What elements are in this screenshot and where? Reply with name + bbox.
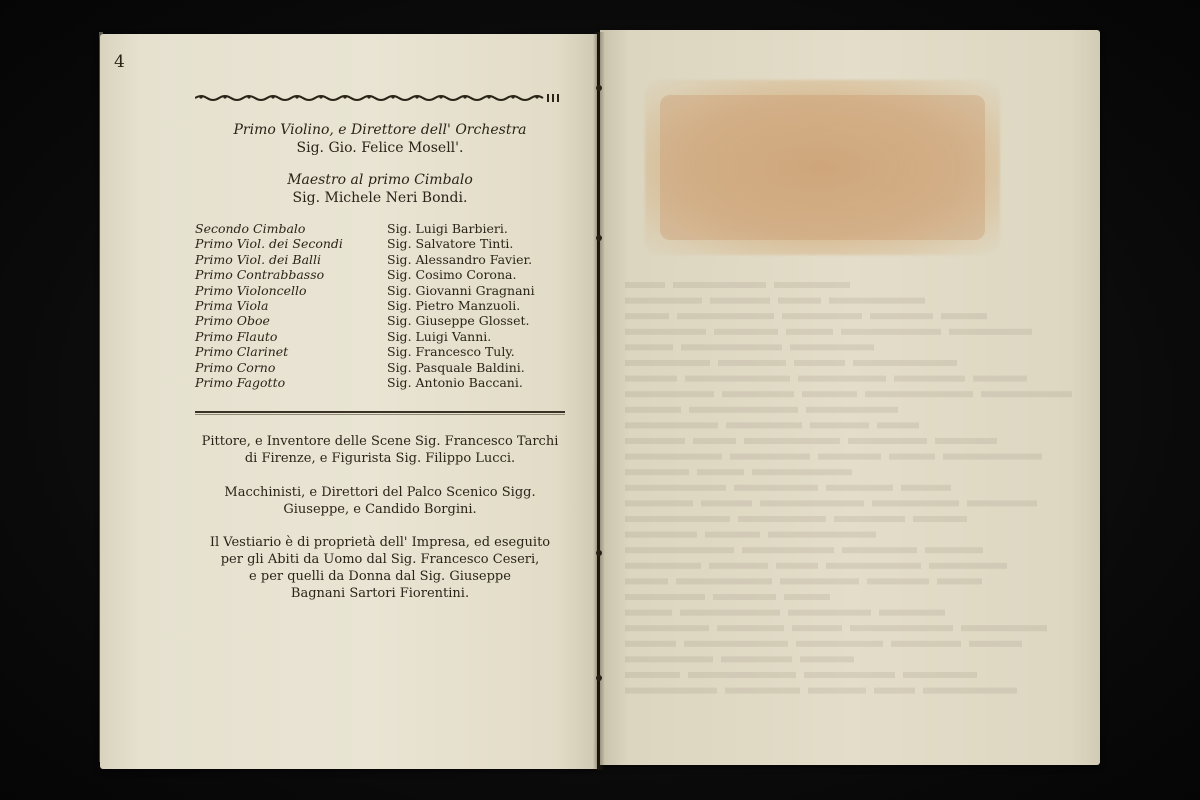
show-through-line — [901, 485, 951, 491]
roster-row — [195, 375, 575, 390]
show-through-line — [891, 641, 961, 647]
show-through-line — [872, 500, 959, 506]
show-through-line — [782, 313, 862, 319]
show-through-line — [718, 360, 786, 366]
show-through-line — [625, 594, 705, 600]
roster-role: Primo Clarinet — [195, 344, 289, 360]
roster-row — [195, 329, 575, 344]
show-through-line — [625, 688, 717, 694]
show-through-line — [826, 563, 921, 569]
show-through-line — [804, 672, 895, 678]
paper-stain-core — [660, 95, 985, 240]
roster-name: Sig. Francesco Tuly. — [387, 344, 515, 360]
roster-name: Sig. Alessandro Favier. — [387, 251, 533, 267]
roster-row — [195, 283, 575, 298]
credit-line: Bagnani Sartori Fiorentini. — [290, 586, 470, 601]
show-through-line — [681, 344, 782, 350]
show-through-line — [738, 516, 826, 522]
show-through-line — [625, 672, 680, 678]
roster-row — [195, 313, 575, 328]
show-through-line — [935, 438, 997, 444]
show-through-line — [850, 625, 953, 631]
show-through-line — [625, 438, 685, 444]
show-through-line — [689, 407, 798, 413]
credit-line: Pittore, e Inventore delle Scene Sig. Francesco Tarchi — [201, 434, 559, 449]
show-through-line — [848, 438, 927, 444]
show-through-line — [625, 500, 693, 506]
show-through-line — [625, 641, 676, 647]
roster-row — [195, 360, 575, 375]
show-through-line — [625, 282, 665, 288]
roster-name: Sig. Luigi Barbieri. — [387, 221, 508, 236]
show-through-line — [625, 563, 701, 569]
show-through-line — [625, 469, 689, 475]
show-through-line — [826, 485, 893, 491]
show-through-line — [949, 329, 1032, 335]
show-through-line — [725, 688, 800, 694]
roster-name: Sig. Pietro Manzuoli. — [387, 297, 521, 313]
show-through-line — [796, 641, 883, 647]
show-through-line — [625, 454, 722, 460]
credit-line: Giuseppe, e Candido Borgini. — [283, 502, 477, 517]
show-through-line — [810, 422, 869, 428]
heading-role: Primo Violino, e Direttore dell' Orchestra — [233, 122, 527, 138]
credit-line: e per quelli da Donna dal Sig. Giuseppe — [249, 569, 511, 584]
show-through-line — [925, 547, 983, 553]
show-through-line — [722, 391, 794, 397]
show-through-line — [710, 298, 770, 304]
roster-role: Secondo Cimbalo — [195, 221, 306, 236]
page-number: 4 — [114, 52, 125, 72]
show-through-line — [625, 485, 726, 491]
heading-name: Sig. Michele Neri Bondi. — [292, 190, 468, 206]
show-through-line — [941, 313, 987, 319]
show-through-line — [714, 329, 778, 335]
show-through-line — [677, 313, 774, 319]
roster-name: Sig. Cosimo Corona. — [387, 267, 517, 283]
show-through-line — [625, 360, 710, 366]
section-divider — [195, 411, 565, 413]
show-through-line — [625, 376, 677, 382]
show-through-line — [802, 391, 857, 397]
show-through-line — [780, 578, 859, 584]
credit-line: di Firenze, e Figurista Sig. Filippo Lucci. — [244, 451, 516, 466]
show-through-line — [973, 376, 1027, 382]
show-through-line — [721, 656, 792, 662]
show-through-line — [798, 376, 886, 382]
show-through-line — [625, 610, 672, 616]
show-through-line — [923, 688, 1017, 694]
show-through-line — [625, 547, 734, 553]
show-through-line — [625, 422, 718, 428]
roster-role: Primo Flauto — [195, 328, 278, 344]
show-through-line — [744, 438, 840, 444]
roster-name: Sig. Giovanni Gragnani — [387, 282, 535, 298]
show-through-line — [742, 547, 834, 553]
show-through-line — [800, 656, 854, 662]
credit-line: Il Vestiario è di proprietà dell' Impresa, ed eseguito — [209, 535, 551, 550]
show-through-line — [937, 578, 982, 584]
show-through-line — [865, 391, 973, 397]
show-through-line — [734, 485, 818, 491]
show-through-line — [685, 376, 790, 382]
scenery-credit — [190, 433, 570, 467]
heading-role: Maestro al primo Cimbalo — [287, 172, 473, 188]
credit-line: per gli Abiti da Uomo dal Sig. Francesco Ceseri, — [220, 552, 540, 567]
show-through-line — [625, 298, 702, 304]
roster-name: Sig. Salvatore Tinti. — [387, 236, 514, 252]
roster-row — [195, 236, 575, 251]
show-through-line — [752, 469, 852, 475]
roster-role: Primo Violoncello — [195, 282, 307, 298]
roster-role: Primo Contrabbasso — [195, 267, 325, 283]
show-through-line — [625, 656, 713, 662]
roster-row — [195, 267, 575, 282]
show-through-line — [808, 688, 866, 694]
show-through-line — [684, 641, 788, 647]
show-through-line — [625, 516, 730, 522]
roster-name: Sig. Pasquale Baldini. — [387, 359, 525, 375]
show-through-line — [829, 298, 925, 304]
cimbalo-master-heading — [195, 172, 565, 207]
show-through-line — [943, 454, 1042, 460]
show-through-line — [853, 360, 957, 366]
show-through-line — [889, 454, 935, 460]
roster-name: Sig. Luigi Vanni. — [387, 328, 492, 344]
section-divider-thin — [195, 414, 565, 415]
show-through-line — [730, 454, 810, 460]
show-through-line — [701, 500, 752, 506]
orchestra-director-heading — [195, 122, 565, 157]
show-through-line — [842, 547, 917, 553]
roster-row — [195, 221, 575, 236]
show-through-line — [834, 516, 905, 522]
show-through-line — [680, 610, 780, 616]
roster-role: Primo Viol. dei Secondi — [195, 236, 343, 252]
roster-role: Primo Corno — [195, 359, 276, 375]
show-through-line — [625, 532, 697, 538]
show-through-line — [784, 594, 830, 600]
costume-credit — [190, 534, 570, 602]
roster-row — [195, 252, 575, 267]
show-through-line — [894, 376, 965, 382]
show-through-line — [768, 532, 876, 538]
show-through-line — [625, 578, 668, 584]
show-through-line — [713, 594, 776, 600]
show-through-line — [969, 641, 1022, 647]
show-through-line — [709, 563, 768, 569]
show-through-line — [774, 282, 850, 288]
decorative-ornament-rule — [195, 93, 565, 103]
show-through-line — [790, 344, 874, 350]
machinists-credit — [190, 484, 570, 518]
show-through-line — [625, 313, 669, 319]
show-through-line — [788, 610, 871, 616]
show-through-line — [673, 282, 766, 288]
show-through-line — [879, 610, 945, 616]
heading-name: Sig. Gio. Felice Mosell'. — [296, 140, 464, 156]
roster-name: Sig. Giuseppe Glosset. — [387, 313, 530, 329]
show-through-line — [705, 532, 760, 538]
show-through-line — [625, 344, 673, 350]
show-through-line — [929, 563, 1007, 569]
show-through-line — [961, 625, 1047, 631]
show-through-line — [717, 625, 784, 631]
show-through-line — [867, 578, 929, 584]
show-through-line — [870, 313, 933, 319]
show-through-line — [625, 625, 709, 631]
roster-role: Prima Viola — [195, 297, 269, 313]
show-through-line — [981, 391, 1072, 397]
credit-line: Macchinisti, e Direttori del Palco Scenico Sigg. — [224, 485, 536, 500]
show-through-line — [792, 625, 842, 631]
show-through-line — [697, 469, 744, 475]
show-through-line — [776, 563, 818, 569]
show-through-line — [625, 407, 681, 413]
show-through-line — [693, 438, 736, 444]
show-through-line — [786, 329, 833, 335]
roster-row — [195, 298, 575, 313]
orchestra-roster — [195, 221, 575, 390]
show-through-line — [913, 516, 967, 522]
roster-row — [195, 344, 575, 359]
show-through-line — [688, 672, 796, 678]
roster-role: Primo Viol. dei Balli — [195, 251, 322, 267]
show-through-line — [778, 298, 821, 304]
show-through-line — [967, 500, 1037, 506]
show-through-line — [841, 329, 941, 335]
show-through-line — [877, 422, 919, 428]
roster-name: Sig. Antonio Baccani. — [387, 374, 523, 390]
ornament-icon — [195, 93, 565, 103]
show-through-line — [726, 422, 802, 428]
show-through-line — [760, 500, 864, 506]
show-through-line — [676, 578, 772, 584]
show-through-line — [903, 672, 977, 678]
show-through-line — [625, 391, 714, 397]
show-through-line — [625, 329, 706, 335]
show-through-line — [874, 688, 915, 694]
show-through-line — [806, 407, 898, 413]
roster-role: Primo Fagotto — [195, 374, 286, 390]
show-through-line — [794, 360, 845, 366]
show-through-line — [818, 454, 881, 460]
roster-role: Primo Oboe — [195, 313, 270, 329]
